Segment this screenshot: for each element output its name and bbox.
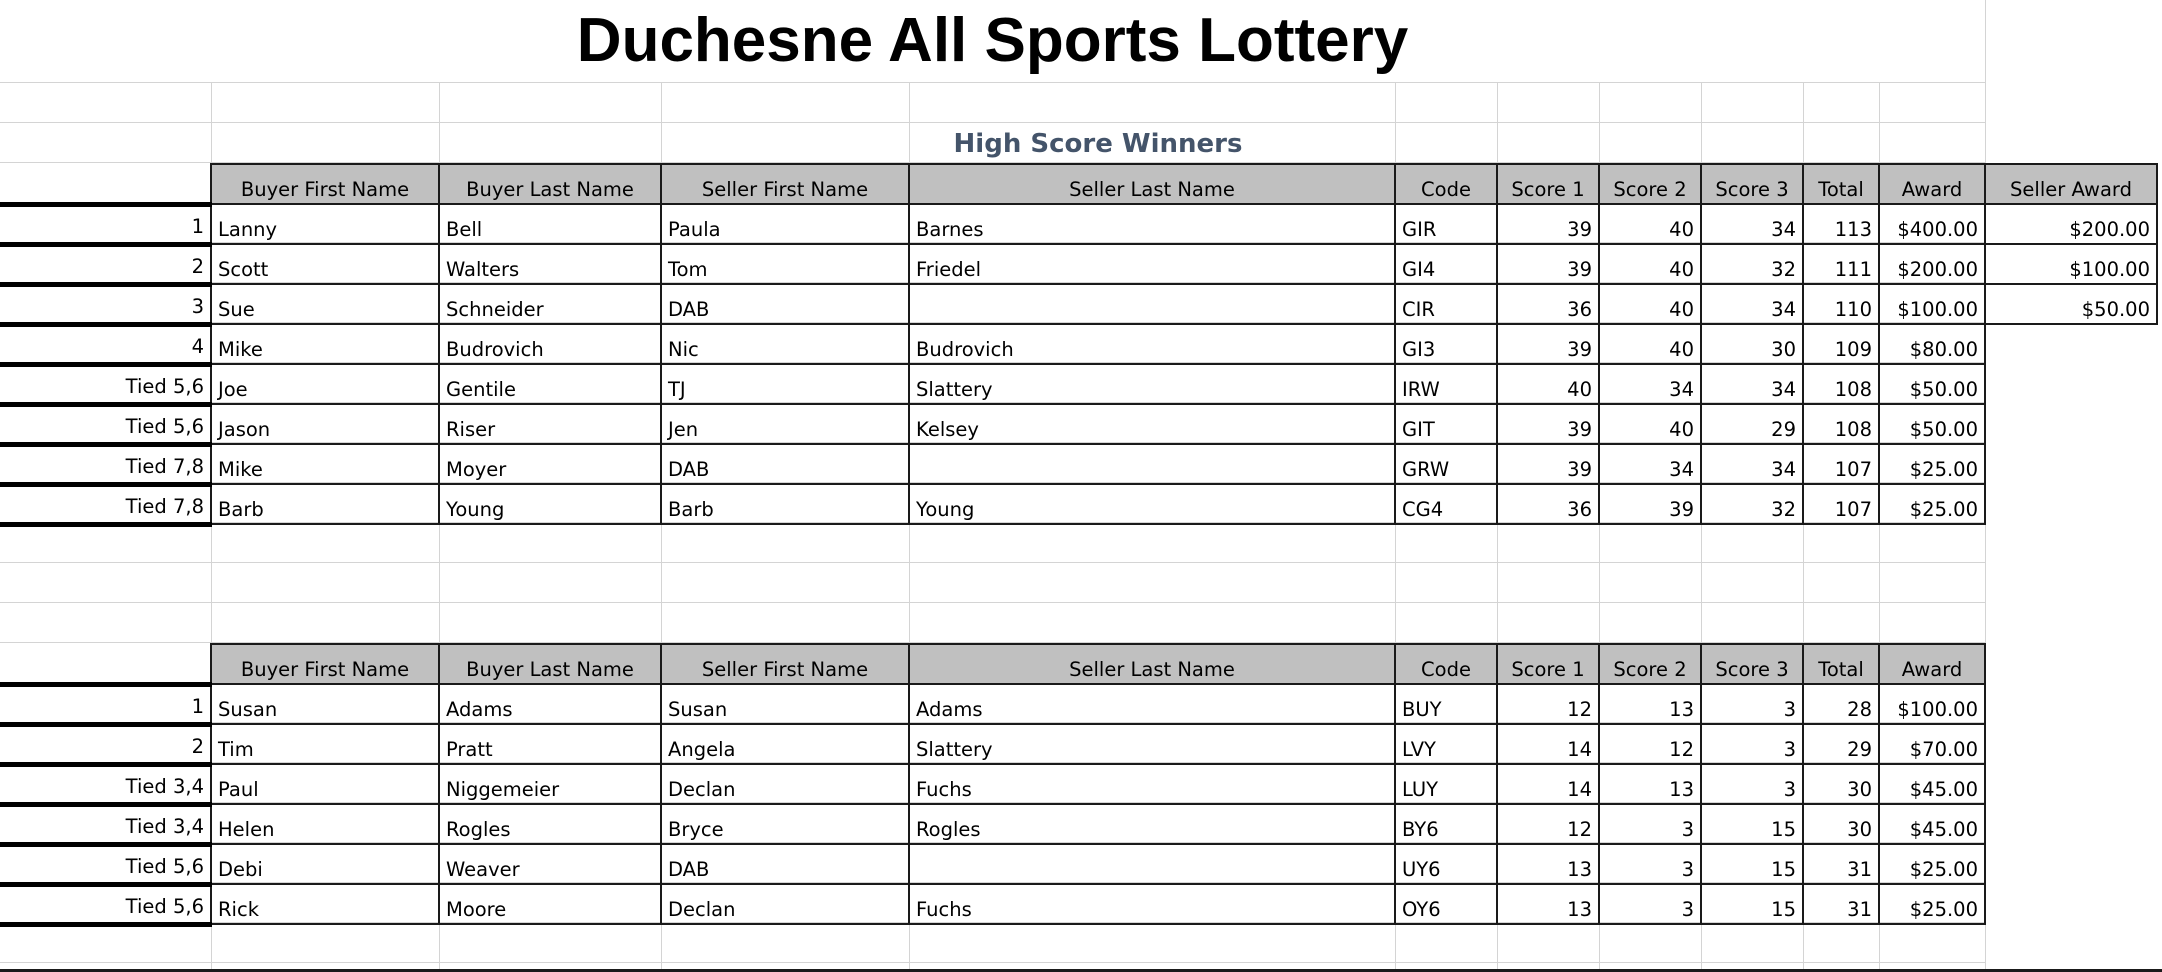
- score-2-cell[interactable]: 40: [1599, 244, 1701, 284]
- buyer-first-name-cell[interactable]: Rick: [211, 884, 439, 924]
- buyer-last-name-cell[interactable]: Moore: [439, 884, 661, 924]
- total-cell[interactable]: 31: [1803, 884, 1879, 924]
- score-2-cell[interactable]: 40: [1599, 284, 1701, 324]
- seller-last-name-cell[interactable]: Budrovich: [909, 324, 1395, 364]
- table-row: [0, 884, 1985, 924]
- empty-cell[interactable]: [1985, 324, 2157, 364]
- column-header[interactable]: Code: [1395, 164, 1497, 204]
- award-cell[interactable]: $100.00: [1879, 684, 1985, 724]
- table-row: [0, 284, 2157, 324]
- award-cell[interactable]: $400.00: [1879, 204, 1985, 244]
- empty-cell[interactable]: [1985, 364, 2157, 404]
- award-cell[interactable]: $50.00: [1879, 364, 1985, 404]
- score-1-cell[interactable]: 36: [1497, 284, 1599, 324]
- buyer-first-name-cell[interactable]: Sue: [211, 284, 439, 324]
- table-header-row: [0, 164, 2157, 204]
- gridline: [0, 602, 1985, 603]
- total-cell[interactable]: 28: [1803, 684, 1879, 724]
- code-cell[interactable]: IRW: [1395, 364, 1497, 404]
- table-row: [0, 484, 2157, 524]
- score-2-cell[interactable]: 39: [1599, 484, 1701, 524]
- award-cell[interactable]: $25.00: [1879, 444, 1985, 484]
- buyer-last-name-cell[interactable]: Adams: [439, 684, 661, 724]
- total-cell[interactable]: 107: [1803, 444, 1879, 484]
- total-cell[interactable]: 109: [1803, 324, 1879, 364]
- score-1-cell[interactable]: 39: [1497, 444, 1599, 484]
- table-row: [0, 404, 2157, 444]
- seller-last-name-cell[interactable]: [909, 284, 1395, 324]
- code-cell[interactable]: LVY: [1395, 724, 1497, 764]
- table-row: [0, 724, 1985, 764]
- buyer-first-name-cell[interactable]: Scott: [211, 244, 439, 284]
- rank-cell[interactable]: Tied 3,4: [0, 764, 211, 804]
- column-header[interactable]: Score 3: [1701, 644, 1803, 684]
- rank-cell[interactable]: Tied 3,4: [0, 804, 211, 844]
- score-2-cell[interactable]: 34: [1599, 364, 1701, 404]
- table-row: [0, 844, 1985, 884]
- table-row: [0, 444, 2157, 484]
- high-score-winners-table: [0, 163, 2158, 527]
- code-cell[interactable]: CIR: [1395, 284, 1497, 324]
- rank-cell[interactable]: 1: [0, 684, 211, 724]
- rank-cell[interactable]: Tied 7,8: [0, 484, 211, 524]
- column-header[interactable]: Seller First Name: [661, 644, 909, 684]
- score-2-cell[interactable]: 3: [1599, 804, 1701, 844]
- rank-header: [0, 164, 211, 204]
- buyer-first-name-cell[interactable]: Debi: [211, 844, 439, 884]
- total-cell[interactable]: 108: [1803, 364, 1879, 404]
- empty-cell[interactable]: [1985, 404, 2157, 444]
- seller-first-name-cell[interactable]: DAB: [661, 284, 909, 324]
- award-cell[interactable]: $25.00: [1879, 884, 1985, 924]
- column-header[interactable]: Seller Award: [1985, 164, 2157, 204]
- rank-cell[interactable]: 2: [0, 724, 211, 764]
- code-cell[interactable]: GRW: [1395, 444, 1497, 484]
- code-cell[interactable]: GIR: [1395, 204, 1497, 244]
- column-header[interactable]: Buyer Last Name: [439, 164, 661, 204]
- score-1-cell[interactable]: 12: [1497, 804, 1599, 844]
- score-3-cell[interactable]: 34: [1701, 364, 1803, 404]
- seller-last-name-cell[interactable]: Friedel: [909, 244, 1395, 284]
- seller-first-name-cell[interactable]: Tom: [661, 244, 909, 284]
- score-1-cell[interactable]: 39: [1497, 404, 1599, 444]
- total-cell[interactable]: 110: [1803, 284, 1879, 324]
- seller-last-name-cell[interactable]: Fuchs: [909, 884, 1395, 924]
- buyer-last-name-cell[interactable]: Pratt: [439, 724, 661, 764]
- seller-last-name-cell[interactable]: Rogles: [909, 804, 1395, 844]
- column-header[interactable]: Buyer First Name: [211, 164, 439, 204]
- empty-cell[interactable]: [1985, 484, 2157, 524]
- score-1-cell[interactable]: 14: [1497, 724, 1599, 764]
- table-header-row: [0, 644, 1985, 684]
- total-cell[interactable]: 31: [1803, 844, 1879, 884]
- code-cell[interactable]: BY6: [1395, 804, 1497, 844]
- award-cell[interactable]: $100.00: [1879, 284, 1985, 324]
- table-row: [0, 764, 1985, 804]
- award-cell[interactable]: $200.00: [1879, 244, 1985, 284]
- buyer-last-name-cell[interactable]: Bell: [439, 204, 661, 244]
- award-cell[interactable]: $45.00: [1879, 764, 1985, 804]
- rank-cell[interactable]: Tied 5,6: [0, 884, 211, 924]
- score-2-cell[interactable]: 40: [1599, 324, 1701, 364]
- award-cell[interactable]: $50.00: [1879, 404, 1985, 444]
- rank-header: [0, 644, 211, 684]
- score-3-cell[interactable]: 34: [1701, 284, 1803, 324]
- award-cell[interactable]: $25.00: [1879, 844, 1985, 884]
- seller-first-name-cell[interactable]: Bryce: [661, 804, 909, 844]
- buyer-last-name-cell[interactable]: Weaver: [439, 844, 661, 884]
- buyer-first-name-cell[interactable]: Susan: [211, 684, 439, 724]
- code-cell[interactable]: OY6: [1395, 884, 1497, 924]
- buyer-first-name-cell[interactable]: Jason: [211, 404, 439, 444]
- column-header[interactable]: Score 2: [1599, 164, 1701, 204]
- total-cell[interactable]: 30: [1803, 804, 1879, 844]
- column-header[interactable]: Buyer Last Name: [439, 644, 661, 684]
- score-2-cell[interactable]: 3: [1599, 884, 1701, 924]
- column-header[interactable]: Award: [1879, 644, 1985, 684]
- column-header[interactable]: Buyer First Name: [211, 644, 439, 684]
- score-3-cell[interactable]: 32: [1701, 484, 1803, 524]
- score-1-cell[interactable]: 13: [1497, 884, 1599, 924]
- score-3-cell[interactable]: 15: [1701, 844, 1803, 884]
- table-row: [0, 204, 2157, 244]
- score-1-cell[interactable]: 14: [1497, 764, 1599, 804]
- buyer-last-name-cell[interactable]: Budrovich: [439, 324, 661, 364]
- rank-cell[interactable]: 1: [0, 204, 211, 244]
- seller-last-name-cell[interactable]: Young: [909, 484, 1395, 524]
- buyer-last-name-cell[interactable]: Rogles: [439, 804, 661, 844]
- score-3-cell[interactable]: 15: [1701, 804, 1803, 844]
- buyer-first-name-cell[interactable]: Tim: [211, 724, 439, 764]
- code-cell[interactable]: UY6: [1395, 844, 1497, 884]
- buyer-last-name-cell[interactable]: Niggemeier: [439, 764, 661, 804]
- buyer-first-name-cell[interactable]: Paul: [211, 764, 439, 804]
- score-1-cell[interactable]: 40: [1497, 364, 1599, 404]
- seller-last-name-cell[interactable]: [909, 444, 1395, 484]
- seller-last-name-cell[interactable]: [909, 844, 1395, 884]
- seller-award-cell[interactable]: $200.00: [1985, 204, 2157, 244]
- score-2-cell[interactable]: 3: [1599, 844, 1701, 884]
- seller-first-name-cell[interactable]: DAB: [661, 444, 909, 484]
- score-2-cell[interactable]: 40: [1599, 404, 1701, 444]
- score-2-cell[interactable]: 34: [1599, 444, 1701, 484]
- gridline: [1985, 0, 1986, 82]
- score-3-cell[interactable]: 15: [1701, 884, 1803, 924]
- buyer-last-name-cell[interactable]: Young: [439, 484, 661, 524]
- seller-first-name-cell[interactable]: Barb: [661, 484, 909, 524]
- seller-first-name-cell[interactable]: Declan: [661, 764, 909, 804]
- seller-award-cell[interactable]: $50.00: [1985, 284, 2157, 324]
- total-cell[interactable]: 30: [1803, 764, 1879, 804]
- code-cell[interactable]: GI3: [1395, 324, 1497, 364]
- rank-cell[interactable]: 2: [0, 244, 211, 284]
- buyer-last-name-cell[interactable]: Gentile: [439, 364, 661, 404]
- low-score-winners-table: [0, 643, 1986, 927]
- total-cell[interactable]: 111: [1803, 244, 1879, 284]
- seller-last-name-cell[interactable]: Barnes: [909, 204, 1395, 244]
- column-header[interactable]: Code: [1395, 644, 1497, 684]
- score-3-cell[interactable]: 3: [1701, 764, 1803, 804]
- score-1-cell[interactable]: 13: [1497, 844, 1599, 884]
- gridline: [0, 962, 1985, 963]
- seller-first-name-cell[interactable]: Nic: [661, 324, 909, 364]
- buyer-last-name-cell[interactable]: Riser: [439, 404, 661, 444]
- score-3-cell[interactable]: 30: [1701, 324, 1803, 364]
- award-cell[interactable]: $70.00: [1879, 724, 1985, 764]
- score-2-cell[interactable]: 12: [1599, 724, 1701, 764]
- score-2-cell[interactable]: 40: [1599, 204, 1701, 244]
- rank-cell[interactable]: Tied 5,6: [0, 844, 211, 884]
- rank-cell[interactable]: Tied 5,6: [0, 404, 211, 444]
- total-cell[interactable]: 108: [1803, 404, 1879, 444]
- table-row: [0, 364, 2157, 404]
- code-cell[interactable]: GIT: [1395, 404, 1497, 444]
- score-1-cell[interactable]: 39: [1497, 244, 1599, 284]
- seller-first-name-cell[interactable]: Jen: [661, 404, 909, 444]
- column-header[interactable]: Seller First Name: [661, 164, 909, 204]
- seller-award-cell[interactable]: $100.00: [1985, 244, 2157, 284]
- score-3-cell[interactable]: 29: [1701, 404, 1803, 444]
- seller-first-name-cell[interactable]: TJ: [661, 364, 909, 404]
- rank-cell[interactable]: 3: [0, 284, 211, 324]
- total-cell[interactable]: 107: [1803, 484, 1879, 524]
- seller-first-name-cell[interactable]: DAB: [661, 844, 909, 884]
- table-row: [0, 324, 2157, 364]
- buyer-first-name-cell[interactable]: Barb: [211, 484, 439, 524]
- column-header[interactable]: Score 1: [1497, 644, 1599, 684]
- award-cell[interactable]: $45.00: [1879, 804, 1985, 844]
- code-cell[interactable]: CG4: [1395, 484, 1497, 524]
- seller-last-name-cell[interactable]: Slattery: [909, 364, 1395, 404]
- buyer-last-name-cell[interactable]: Moyer: [439, 444, 661, 484]
- total-cell[interactable]: 29: [1803, 724, 1879, 764]
- rank-cell[interactable]: Tied 5,6: [0, 364, 211, 404]
- award-cell[interactable]: $80.00: [1879, 324, 1985, 364]
- column-header[interactable]: Award: [1879, 164, 1985, 204]
- table-row: [0, 804, 1985, 844]
- score-1-cell[interactable]: 39: [1497, 204, 1599, 244]
- column-header[interactable]: Seller Last Name: [909, 644, 1395, 684]
- buyer-last-name-cell[interactable]: Walters: [439, 244, 661, 284]
- seller-last-name-cell[interactable]: Kelsey: [909, 404, 1395, 444]
- award-cell[interactable]: $25.00: [1879, 484, 1985, 524]
- code-cell[interactable]: LUY: [1395, 764, 1497, 804]
- empty-cell[interactable]: [1985, 444, 2157, 484]
- column-header[interactable]: Score 2: [1599, 644, 1701, 684]
- gridline: [0, 82, 1985, 83]
- seller-last-name-cell[interactable]: Adams: [909, 684, 1395, 724]
- score-1-cell[interactable]: 36: [1497, 484, 1599, 524]
- code-cell[interactable]: BUY: [1395, 684, 1497, 724]
- total-cell[interactable]: 113: [1803, 204, 1879, 244]
- score-3-cell[interactable]: 3: [1701, 724, 1803, 764]
- score-3-cell[interactable]: 32: [1701, 244, 1803, 284]
- score-2-cell[interactable]: 13: [1599, 684, 1701, 724]
- column-header[interactable]: Seller Last Name: [909, 164, 1395, 204]
- high-score-subtitle: High Score Winners: [953, 129, 1243, 159]
- table-row: [0, 684, 1985, 724]
- seller-first-name-cell[interactable]: Angela: [661, 724, 909, 764]
- score-3-cell[interactable]: 34: [1701, 204, 1803, 244]
- column-header[interactable]: Score 3: [1701, 164, 1803, 204]
- score-3-cell[interactable]: 34: [1701, 444, 1803, 484]
- seller-first-name-cell[interactable]: Declan: [661, 884, 909, 924]
- table-row: [0, 244, 2157, 284]
- column-header[interactable]: Total: [1803, 644, 1879, 684]
- rank-cell[interactable]: Tied 7,8: [0, 444, 211, 484]
- seller-first-name-cell[interactable]: Susan: [661, 684, 909, 724]
- buyer-first-name-cell[interactable]: Joe: [211, 364, 439, 404]
- code-cell[interactable]: GI4: [1395, 244, 1497, 284]
- seller-last-name-cell[interactable]: Slattery: [909, 724, 1395, 764]
- seller-first-name-cell[interactable]: Paula: [661, 204, 909, 244]
- score-1-cell[interactable]: 39: [1497, 324, 1599, 364]
- buyer-first-name-cell[interactable]: Helen: [211, 804, 439, 844]
- sheet-title: Duchesne All Sports Lottery: [576, 6, 1409, 75]
- rank-cell[interactable]: 4: [0, 324, 211, 364]
- score-1-cell[interactable]: 12: [1497, 684, 1599, 724]
- score-3-cell[interactable]: 3: [1701, 684, 1803, 724]
- column-header[interactable]: Total: [1803, 164, 1879, 204]
- score-2-cell[interactable]: 13: [1599, 764, 1701, 804]
- column-header[interactable]: Score 1: [1497, 164, 1599, 204]
- gridline: [0, 562, 1985, 563]
- buyer-first-name-cell[interactable]: Mike: [211, 444, 439, 484]
- buyer-first-name-cell[interactable]: Mike: [211, 324, 439, 364]
- buyer-first-name-cell[interactable]: Lanny: [211, 204, 439, 244]
- seller-last-name-cell[interactable]: Fuchs: [909, 764, 1395, 804]
- buyer-last-name-cell[interactable]: Schneider: [439, 284, 661, 324]
